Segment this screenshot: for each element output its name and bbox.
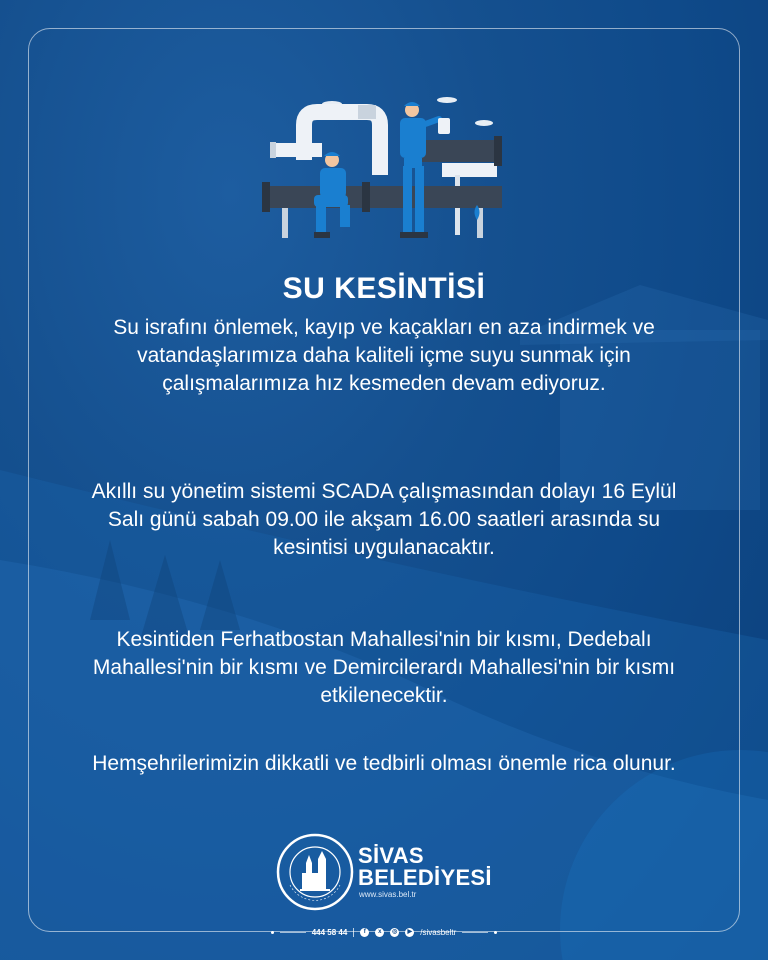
municipality-name (358, 845, 492, 889)
instagram-icon[interactable]: ◎ (392, 928, 398, 935)
page-title: SU KESİNTİSİ (282, 272, 486, 305)
intro-paragraph: Su israfını önlemek, kayıp ve kaçakları en aza indirmek ve vatandaşlarımıza daha kaliteli içme suyu sunmak için çalışmalarımıza hız kesmeden devam ediyoruz. (113, 316, 655, 395)
footer-line-left (280, 932, 306, 933)
youtube-icon[interactable]: ▶ (405, 928, 414, 937)
municipality-name-line2: BELEDİYESİ (358, 865, 492, 890)
footer-contact-bar (0, 925, 768, 939)
website-url: www.sivas.bel.tr (359, 890, 417, 899)
municipality-logo (276, 833, 496, 913)
footer-dot-left (271, 931, 274, 934)
phone-number: 444 58 44 (311, 927, 348, 937)
municipality-name-line1: SİVAS (358, 843, 424, 868)
affected-areas-paragraph: Kesintiden Ferhatbostan Mahallesi'nin bir kısmı, Dedebalı Mahallesi'nin bir kısmı ve Demircilerardı Mahallesi'nin bir kısmı etkilenecektir. (92, 628, 676, 707)
footer-separator (353, 928, 354, 937)
water-pipe-workers-illustration (262, 90, 510, 248)
facebook-icon[interactable]: f (360, 928, 369, 937)
municipality-seal-icon (276, 833, 354, 911)
footer-line-right (462, 932, 488, 933)
footer-dot-right (494, 931, 497, 934)
outage-schedule-paragraph: Akıllı su yönetim sistemi SCADA çalışmasından dolayı 16 Eylül Salı günü sabah 09.00 ile akşam 16.00 saatleri arasında su kesintisi uygulanacaktır. (91, 480, 677, 559)
x-icon[interactable]: x (375, 928, 384, 937)
closing-paragraph: Hemşehrilerimizin dikkatli ve tedbirli olması önemle rica olunur. (92, 752, 676, 775)
social-handle[interactable]: /sivasbeltr (420, 927, 457, 937)
